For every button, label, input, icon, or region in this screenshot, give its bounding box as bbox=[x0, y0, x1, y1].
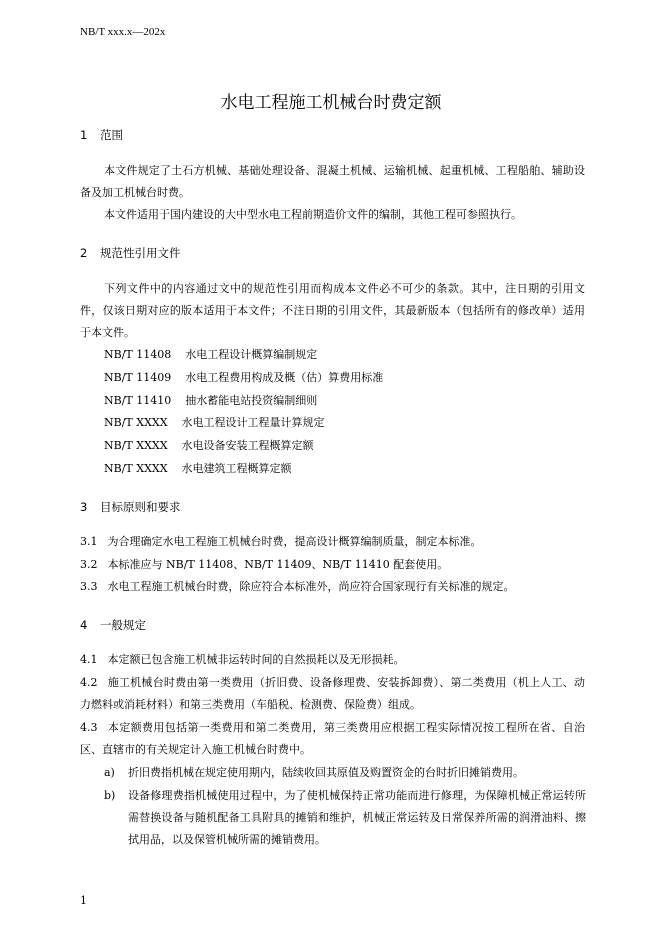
clause-text: 本标准应与 NB/T 11408、NB/T 11409、NB/T 11410 配套使用。 bbox=[107, 558, 449, 571]
clause-number: 3.3 bbox=[80, 580, 98, 593]
reference-item: NB/T XXXX 水电设备安装工程概算定额 bbox=[104, 439, 314, 452]
clause-number: 4.1 bbox=[80, 653, 98, 666]
list-marker: b) bbox=[104, 789, 116, 802]
clause-number: 3.1 bbox=[80, 535, 98, 548]
clause bbox=[80, 672, 585, 716]
section-2-heading bbox=[80, 245, 181, 261]
list-item bbox=[104, 762, 586, 784]
clause-text: 施工机械台时费由第一类费用（折旧费、设备修理费、安装拆卸费）、第二类费用（机上人工、动力燃料或消耗材料）和第三类费用（车船税、检测费、保险费）组成。 bbox=[80, 676, 585, 711]
clause-number: 4.2 bbox=[80, 676, 98, 689]
clause-text: 为合理确定水电工程施工机械台时费，提高设计概算编制质量，制定本标准。 bbox=[107, 535, 482, 548]
section-number: 3 bbox=[80, 500, 88, 514]
section-title: 规范性引用文件 bbox=[100, 246, 181, 260]
page-number: 1 bbox=[80, 894, 87, 907]
reference-item: NB/T 11410 抽水蓄能电站投资编制细则 bbox=[104, 394, 318, 407]
paragraph: 本文件规定了土石方机械、基础处理设备、混凝土机械、运输机械、起重机械、工程船舶、辅助设备及加工机械台时费。 bbox=[80, 164, 585, 199]
reference-item: NB/T 11409 水电工程费用构成及概（估）算费用标准 bbox=[104, 371, 384, 384]
section-3-heading bbox=[80, 499, 181, 515]
clause bbox=[80, 576, 585, 598]
paragraph: 下列文件中的内容通过文中的规范性引用而构成本文件必不可少的条款。其中，注日期的引用文件，仅该日期对应的版本适用于本文件；不注日期的引用文件，其最新版本（包括所有的修改单）适用于本文件。 bbox=[80, 282, 585, 339]
clause bbox=[80, 649, 585, 671]
clause-text: 本定额费用包括第一类费用和第二类费用，第三类费用应根据工程实际情况按工程所在省、自治区、直辖市的有关规定计入施工机械台时费中。 bbox=[80, 721, 585, 756]
section-title: 范围 bbox=[100, 128, 123, 142]
clause-text: 本定额已包含施工机械非运转时间的自然损耗以及无形损耗。 bbox=[107, 653, 405, 666]
section-4-heading bbox=[80, 617, 146, 633]
reference-item: NB/T XXXX 水电建筑工程概算定额 bbox=[104, 462, 292, 475]
section-1-heading bbox=[80, 127, 123, 143]
section-number: 2 bbox=[80, 246, 88, 260]
list-text: 设备修理费指机械使用过程中，为了使机械保持正常功能而进行修理，为保障机械正常运转所需替换设备与随机配备工具附具的摊销和维护，机械正常运转及日常保养所需的润滑油料、擦拭用品，以及保管机械所需的摊销费用。 bbox=[128, 789, 586, 846]
reference-item: NB/T XXXX 水电工程设计工程量计算规定 bbox=[104, 416, 325, 429]
section-title: 目标原则和要求 bbox=[100, 500, 181, 514]
section-title: 一般规定 bbox=[100, 618, 146, 632]
clause bbox=[80, 554, 585, 576]
reference-item: NB/T 11408 水电工程设计概算编制规定 bbox=[104, 348, 318, 361]
clause bbox=[80, 531, 585, 553]
section-number: 1 bbox=[80, 128, 88, 142]
list-item bbox=[104, 785, 586, 851]
clause bbox=[80, 717, 585, 761]
list-marker: a) bbox=[104, 766, 115, 779]
paragraph: 本文件适用于国内建设的大中型水电工程前期造价文件的编制，其他工程可参照执行。 bbox=[104, 208, 522, 221]
clause-number: 3.2 bbox=[80, 558, 98, 571]
document-title: 水电工程施工机械台时费定额 bbox=[220, 93, 442, 113]
document-code-header: NB/T xxx.x—202x bbox=[80, 26, 166, 38]
section-number: 4 bbox=[80, 618, 88, 632]
list-text: 折旧费指机械在规定使用期内，陆续收回其原值及购置资金的台时折旧摊销费用。 bbox=[128, 766, 524, 779]
clause-number: 4.3 bbox=[80, 721, 98, 734]
clause-text: 水电工程施工机械台时费，除应符合本标准外，尚应符合国家现行有关标准的规定。 bbox=[107, 580, 515, 593]
